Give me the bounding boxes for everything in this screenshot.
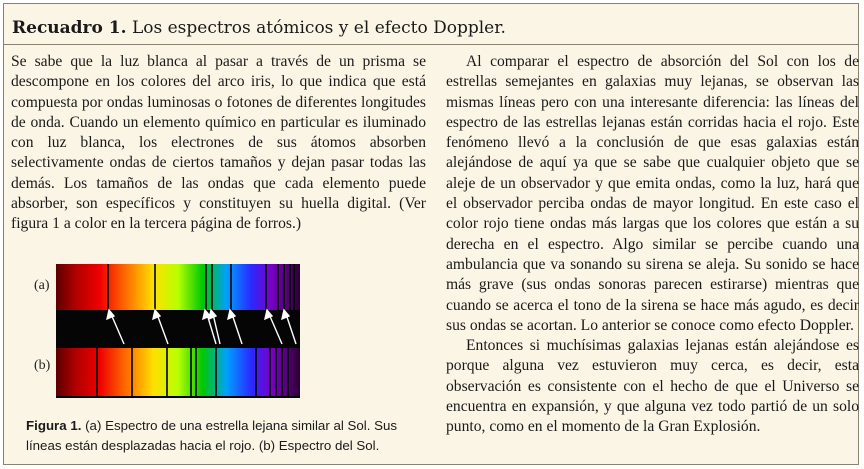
spectrum-label-a: (a) [34,278,50,293]
spectrum-image [56,264,336,404]
spectrum-a-band [56,264,300,310]
box-title [12,18,506,38]
right-paragraph-2: Entonces si muchísimas galaxias lejanas están alejándose es porque alguna vez estuvieron muy cerca, es decir, esta observación es consistente con el hecho de que el Universo se encuentra en expansión, y que alguna vez todo partió de un solo punto, como en el momento de la Gran Explosión. [446,337,859,436]
spectrum-b-band [56,348,300,396]
recuadro-box [3,3,859,465]
right-paragraph-1: Al comparar el espectro de absorción del Sol con los de estrellas semejantes en galaxias muy lejanas, se observan las mismas líneas pero con una interesante diferencia: las líneas del espectro de las estrellas lejanas están corridas hacia el rojo. Este fenómeno llevó a la conclusión de que esas galaxias están alejándose de aquí ya que se sabe que cualquier objeto que se aleje de un observador y que emita ondas, como la luz, hará que el observador perciba ondas de mayor longitud. En este caso el color rojo tiene ondas más largas que los colores que están a su derecha en el espectro. Algo similar se percibe cuando una ambulancia que va sonando su sirena se aleja. Su sonido se hace más grave (sus ondas sonoras parecen estirarse) mientras que cuando se acerca el tono de la sirena se hace más agudo, es decir sus ondas se acortan. Lo anterior se conoce como efecto Doppler. [446,53,859,334]
right-column [446,52,859,438]
spectrum-label-b: (b) [34,358,51,373]
box-title-number: Recuadro 1. [12,18,127,38]
figure-caption [26,416,431,456]
figure-caption-text: (a) Espectro de una estrella lejana similar al Sol. Sus líneas están desplazadas hacia el rojo. (b) Espectro del Sol. [26,418,398,453]
figure-caption-label: Figura 1. [26,418,82,433]
box-title-text: Los espectros atómicos y el efecto Doppler. [131,18,506,38]
left-paragraph: Se sabe que la luz blanca al pasar a través de un prisma se descompone en los colores del arco iris, lo que indica que está compuesta por ondas luminosas o fotones de diferentes longitudes de onda. Cuando un elemento químico en particular es iluminado con luz blanca, los electrones de sus átomos absorben selectivamente ondas de ciertos tamaños y dejan pasar todas las demás. Los tamaños de las ondas que cada elemento puede absorber, son específicos y constituyen su huella digital. (Ver figura 1 a color en la tercera página de forros.) [11,53,426,233]
left-column [11,52,426,235]
title-divider [4,44,858,45]
